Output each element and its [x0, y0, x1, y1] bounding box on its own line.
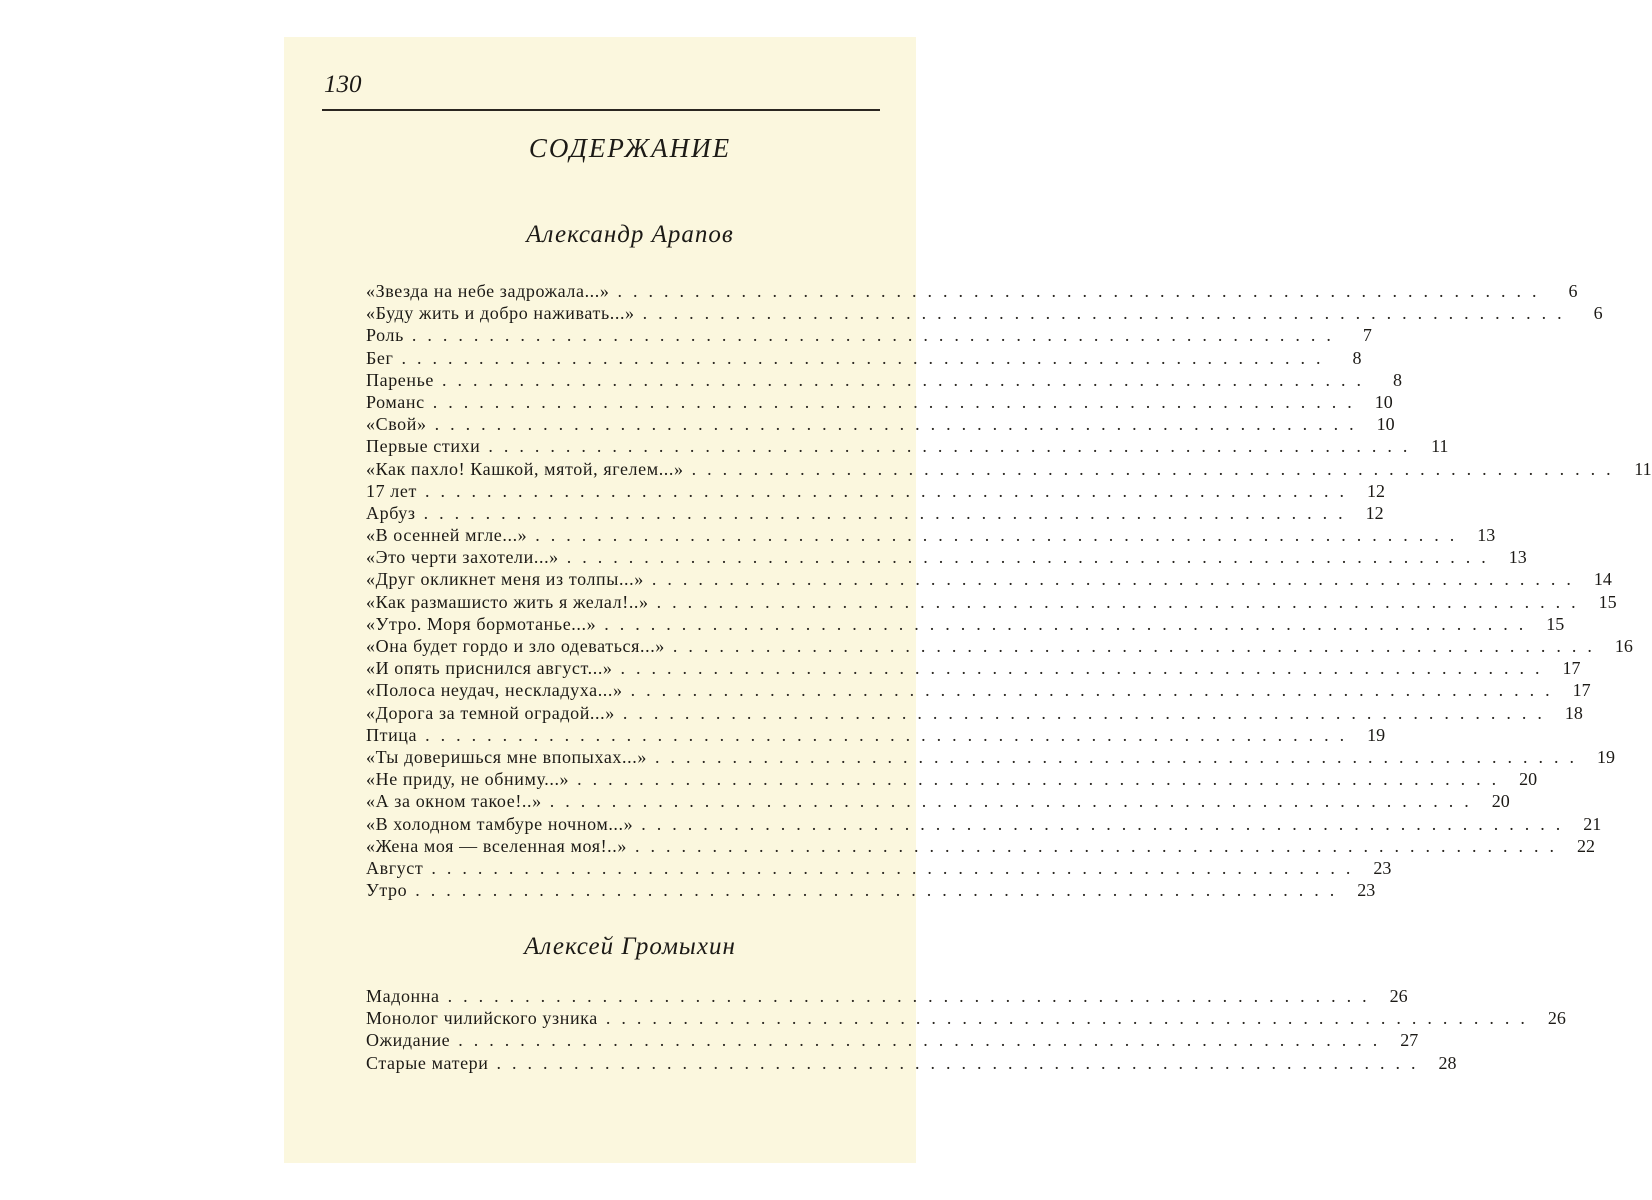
- toc-entry: [366, 369, 1403, 391]
- toc-entry-page: 14: [1593, 569, 1612, 590]
- dot-leader: ............................................................: [622, 702, 1553, 723]
- toc-entry-page: 8: [1352, 347, 1362, 368]
- dot-leader: ............................................................: [605, 1008, 1536, 1029]
- toc-entry-title: «Утро. Моря бормотанье...»: [366, 613, 597, 634]
- dot-leader: ............................................................: [651, 569, 1582, 590]
- book-page: [284, 37, 1652, 1163]
- dot-leader: ............................................................: [442, 369, 1373, 390]
- dot-leader: ............................................................: [496, 1052, 1427, 1073]
- toc-entry-title: Старые матери: [366, 1052, 489, 1073]
- toc-entry-title: Монолог чилийского узника: [366, 1008, 598, 1029]
- toc-entry-page: 7: [1362, 325, 1372, 346]
- dot-leader: ............................................................: [425, 724, 1356, 745]
- toc-entry: [366, 635, 1633, 657]
- toc-entry-page: 21: [1583, 813, 1602, 834]
- dot-leader: ............................................................: [634, 835, 1565, 856]
- toc-entry-title: «Звезда на небе задрожала...»: [366, 281, 610, 301]
- toc-entry-title: Утро: [366, 880, 408, 901]
- toc-entry-page: 13: [1508, 547, 1527, 568]
- toc-entry: [366, 657, 1581, 679]
- toc-entry: [366, 546, 1527, 568]
- toc-entry-page: 27: [1400, 1030, 1419, 1051]
- toc-entry-page: 17: [1562, 658, 1581, 679]
- toc-entry-title: «Как размашисто жить я желал!..»: [366, 591, 649, 612]
- toc-entry: [366, 413, 1395, 435]
- toc-entry-page: 15: [1598, 591, 1617, 612]
- toc-entry: [366, 746, 1615, 768]
- toc-entry: [366, 524, 1496, 546]
- toc-entry-title: Мадонна: [366, 986, 440, 1006]
- toc-entry: [366, 458, 1652, 480]
- dot-leader: ............................................................: [458, 1030, 1389, 1051]
- toc-entry-page: 10: [1376, 414, 1395, 435]
- toc-entry-page: 12: [1366, 480, 1385, 501]
- dot-leader: ............................................................: [641, 813, 1572, 834]
- toc-entry: [366, 391, 1393, 413]
- dot-leader: ............................................................: [642, 303, 1573, 324]
- toc-entry: [366, 613, 1565, 635]
- toc-entry-title: Арбуз: [366, 502, 416, 523]
- toc-entry-page: 16: [1614, 636, 1633, 656]
- toc-entry-page: 26: [1547, 1008, 1566, 1029]
- author-heading: Алексей Громыхин: [524, 933, 736, 960]
- dot-leader: ............................................................: [604, 613, 1535, 634]
- contents-heading: СОДЕРЖАНИЕ: [528, 133, 732, 163]
- dot-leader: ............................................................: [423, 502, 1354, 523]
- toc-entry: [366, 835, 1595, 857]
- toc-entry: [366, 302, 1603, 324]
- dot-leader: ............................................................: [656, 591, 1587, 612]
- toc-entry: [366, 324, 1372, 346]
- toc-entry-page: 19: [1596, 746, 1615, 767]
- toc-entry-page: 10: [1374, 391, 1393, 412]
- toc-entry-title: «Полоса неудач, нескладуха...»: [366, 680, 623, 701]
- toc-entry: [366, 813, 1602, 835]
- toc-entry: [366, 280, 1578, 302]
- toc-entry-page: 6: [1568, 281, 1578, 301]
- dot-leader: ............................................................: [401, 347, 1332, 368]
- toc-entry: [366, 480, 1385, 502]
- toc-list: [366, 985, 1566, 1074]
- dot-leader: ............................................................: [535, 525, 1466, 546]
- toc-entry-title: «Она будет гордо и зло одеваться...»: [366, 636, 665, 656]
- toc-entry-page: 17: [1572, 680, 1591, 701]
- toc-entry-title: Ожидание: [366, 1030, 451, 1051]
- toc-entry-title: Птица: [366, 724, 418, 745]
- toc-entry: [366, 1052, 1457, 1074]
- toc-entry-title: Первые стихи: [366, 436, 481, 457]
- dot-leader: ............................................................: [630, 680, 1561, 701]
- dot-leader: ............................................................: [577, 769, 1508, 790]
- toc-entry-title: «Как пахло! Кашкой, мятой, ягелем...»: [366, 458, 684, 479]
- dot-leader: ............................................................: [620, 658, 1551, 679]
- toc-entry-title: «Это черти захотели...»: [366, 547, 559, 568]
- dot-leader: ............................................................: [672, 636, 1603, 656]
- dot-leader: ............................................................: [617, 281, 1548, 301]
- toc-entry-page: 6: [1593, 303, 1603, 324]
- toc-entry-title: Паренье: [366, 369, 435, 390]
- toc-entry-title: Август: [366, 857, 424, 878]
- toc-entry-page: 20: [1491, 791, 1510, 812]
- toc-entry-page: 8: [1393, 369, 1403, 390]
- toc-entry: [366, 502, 1384, 524]
- dot-leader: ............................................................: [415, 880, 1346, 901]
- toc-entry: [366, 857, 1392, 879]
- toc-entry-page: 20: [1519, 769, 1538, 790]
- toc-entry: [366, 724, 1386, 746]
- dot-leader: ............................................................: [411, 325, 1342, 346]
- toc-entry: [366, 568, 1612, 590]
- toc-entry-title: 17 лет: [366, 480, 417, 501]
- toc-entry: [366, 1029, 1419, 1051]
- toc-entry-title: «Жена моя — вселенная моя!..»: [366, 835, 627, 856]
- toc-entry-title: Роль: [366, 325, 404, 346]
- toc-entry-page: 28: [1438, 1052, 1457, 1073]
- toc-entry-page: 12: [1365, 502, 1384, 523]
- toc-entry-title: «Дорога за темной оградой...»: [366, 702, 615, 723]
- toc-entry-page: 22: [1576, 835, 1595, 856]
- dot-leader: ............................................................: [566, 547, 1497, 568]
- toc-entry-page: 15: [1546, 613, 1565, 634]
- dot-leader: ............................................................: [654, 746, 1585, 767]
- toc-entry-title: «В холодном тамбуре ночном...»: [366, 813, 634, 834]
- header-rule: [322, 109, 880, 111]
- toc-entry: [366, 1007, 1566, 1029]
- toc-entry-title: «И опять приснился август...»: [366, 658, 613, 679]
- toc-entry-title: Бег: [366, 347, 394, 368]
- toc-entry: [366, 985, 1408, 1007]
- toc-entry-page: 13: [1477, 525, 1496, 546]
- toc-entry-title: Романс: [366, 391, 425, 412]
- toc-entry-page: 23: [1357, 880, 1376, 901]
- toc-entry: [366, 679, 1591, 701]
- dot-leader: ............................................................: [434, 414, 1365, 435]
- toc-entry-title: «Друг окликнет меня из толпы...»: [366, 569, 644, 590]
- toc-entry-page: 23: [1373, 857, 1392, 878]
- toc-entry-title: «Ты доверишься мне впопыхах...»: [366, 746, 647, 767]
- page-number: 130: [324, 71, 362, 98]
- toc-list: [366, 280, 1652, 901]
- toc-entry-title: «Буду жить и добро наживать...»: [366, 303, 635, 324]
- toc-entry-title: «Свой»: [366, 414, 427, 435]
- dot-leader: ............................................................: [432, 391, 1363, 412]
- toc-entry-page: 18: [1564, 702, 1583, 723]
- toc-entry: [366, 768, 1538, 790]
- toc-entry-page: 26: [1389, 986, 1408, 1006]
- author-heading: Александр Арапов: [526, 221, 734, 248]
- toc-entry-page: 11: [1634, 458, 1652, 479]
- dot-leader: ............................................................: [431, 857, 1362, 878]
- dot-leader: ............................................................: [691, 458, 1622, 479]
- toc-entry: [366, 435, 1449, 457]
- toc-entry-title: «Не приду, не обниму...»: [366, 769, 570, 790]
- toc-entry-title: «В осенней мгле...»: [366, 525, 528, 546]
- toc-entry-page: 11: [1431, 436, 1449, 457]
- toc-entry: [366, 790, 1510, 812]
- dot-leader: ............................................................: [549, 791, 1480, 812]
- toc-entry-page: 19: [1367, 724, 1386, 745]
- toc-entry: [366, 879, 1376, 901]
- dot-leader: ............................................................: [488, 436, 1419, 457]
- dot-leader: ............................................................: [447, 986, 1378, 1006]
- toc-entry: [366, 347, 1362, 369]
- dot-leader: ............................................................: [424, 480, 1355, 501]
- toc-entry-title: «А за окном такое!..»: [366, 791, 542, 812]
- toc-entry: [366, 702, 1583, 724]
- toc-entry: [366, 591, 1617, 613]
